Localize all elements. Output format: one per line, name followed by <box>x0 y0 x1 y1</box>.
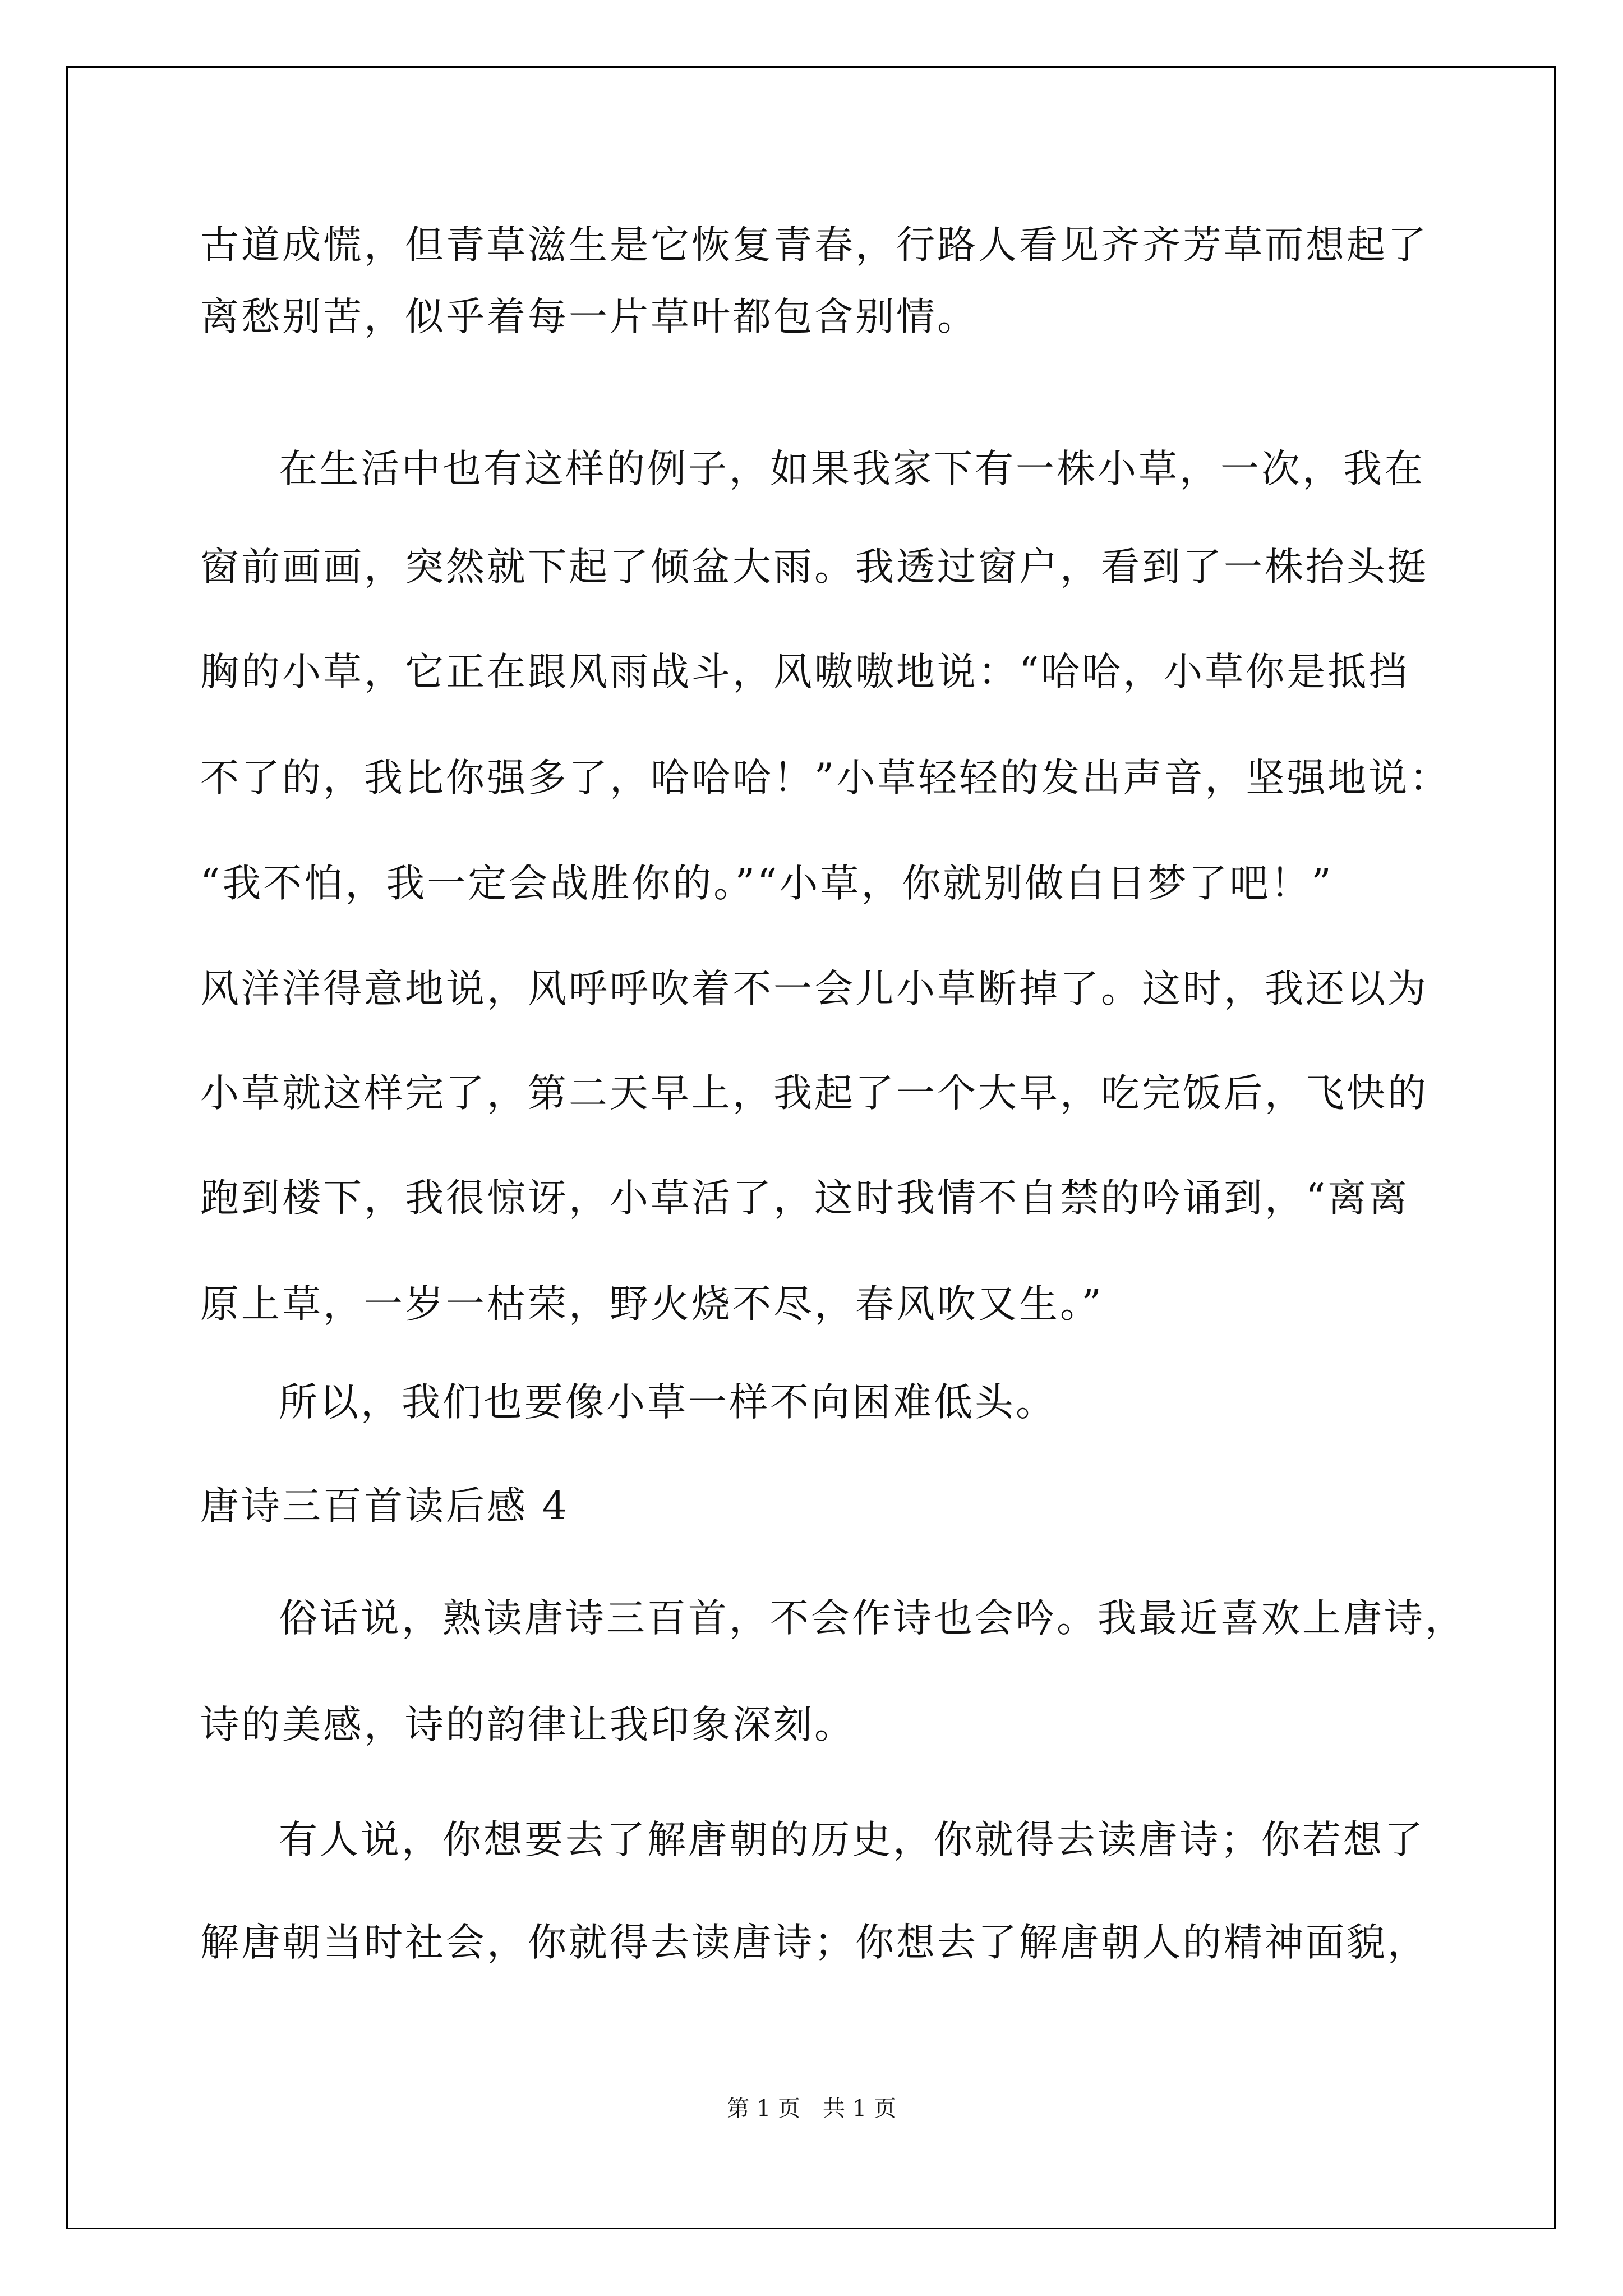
text-line: 窗前画画，突然就下起了倾盆大雨。我透过窗户，看到了一株抬头挺 <box>200 545 1428 590</box>
page-frame <box>66 66 1556 2229</box>
text-line: 诗的美感，诗的韵律让我印象深刻。 <box>200 1703 855 1747</box>
paragraph-first-line: 所以，我们也要像小草一样不向困难低头。 <box>279 1380 1057 1425</box>
page-number: 第 1 页 共 1 页 <box>727 2096 896 2122</box>
section-title: 唐诗三百首读后感 4 <box>200 1484 569 1529</box>
text-line: 跑到楼下，我很惊讶，小草活了，这时我情不自禁的吟诵到，“离离 <box>200 1176 1410 1221</box>
text-line: 风洋洋得意地说，风呼呼吹着不一会儿小草断掉了。这时，我还以为 <box>200 967 1428 1011</box>
text-line: 离愁别苦，似乎着每一片草叶都包含别情。 <box>200 295 978 339</box>
text-line: 不了的，我比你强多了，哈哈哈！”小草轻轻的发出声音，坚强地说： <box>200 756 1451 800</box>
text-line: 胸的小草，它正在跟风雨战斗，风嗷嗷地说：“哈哈，小草你是抵挡 <box>200 650 1410 694</box>
paragraph-first-line: 俗话说，熟读唐诗三百首，不会作诗也会吟。我最近喜欢上唐诗， <box>279 1596 1466 1641</box>
text-line: 解唐朝当时社会，你就得去读唐诗；你想去了解唐朝人的精神面貌， <box>200 1920 1428 1965</box>
text-line: 古道成慌，但青草滋生是它恢复青春，行路人看见齐齐芳草而想起了 <box>200 223 1428 268</box>
paragraph-first-line: 有人说，你想要去了解唐朝的历史，你就得去读唐诗；你若想了 <box>279 1818 1425 1862</box>
paragraph-first-line: 在生活中也有这样的例子，如果我家下有一株小草，一次，我在 <box>279 447 1425 491</box>
text-line: “我不怕，我一定会战胜你的。”“小草，你就别做白日梦了吧！” <box>200 861 1334 906</box>
text-line: 小草就这样完了，第二天早上，我起了一个大早，吃完饭后，飞快的 <box>200 1071 1428 1116</box>
text-line: 原上草，一岁一枯荣，野火烧不尽，春风吹又生。” <box>200 1282 1104 1327</box>
